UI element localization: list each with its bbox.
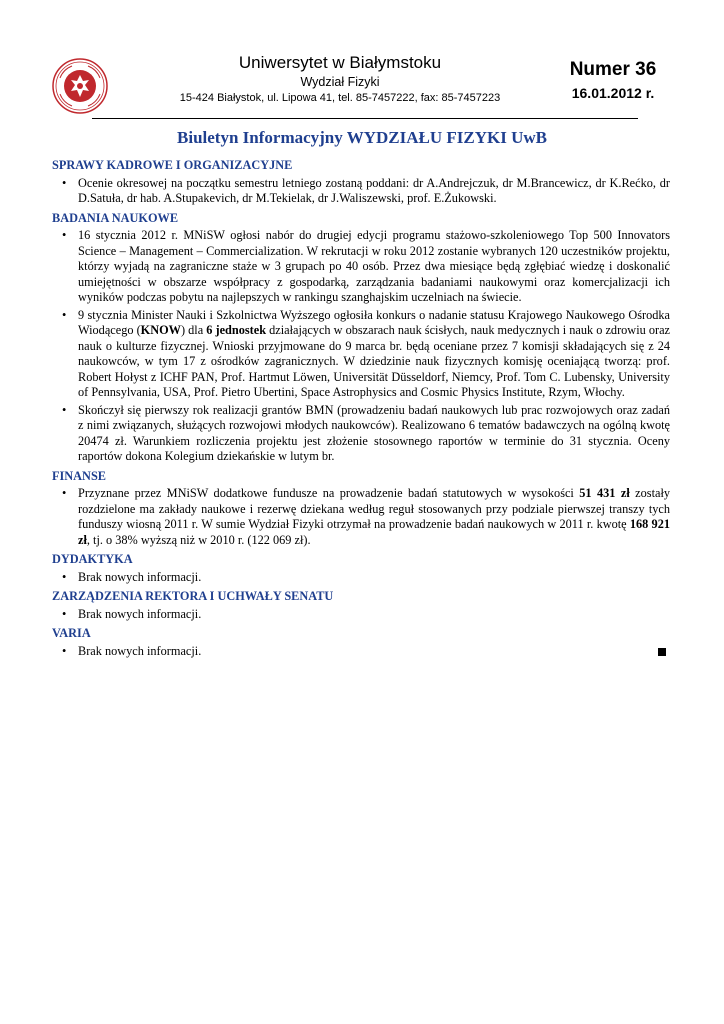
university-seal-icon: [52, 58, 108, 114]
section-list-varia: [52, 644, 670, 660]
bullet-icon: •: [62, 307, 67, 322]
end-of-document-icon: [658, 648, 666, 656]
units-count: 6 jednostek: [206, 323, 267, 337]
bullet-icon: •: [62, 486, 67, 500]
total-amount: 168 921 zł: [78, 517, 670, 547]
issue-number: Numer 36: [569, 59, 657, 80]
university-name: Uniwersytet w Białymstoku: [238, 53, 442, 72]
header-divider: [92, 118, 638, 119]
list-item: • Ocenie okresowej na początku semestru letniego zostaną poddani: dr A.Andrejczuk, dr M.Brancewicz, dr K.Rećko, dr D.Satuła, dr hab. A.Stupakevich, dr M.Tekielak, dr J.Waliszewski, prof. E.Żukowski.: [62, 175, 670, 205]
faculty-name: Wydział Fizyki: [300, 75, 380, 89]
list-item: • Brak nowych informacji.: [52, 644, 670, 660]
bulletin-content: [52, 158, 670, 663]
section-list-staff: [52, 176, 670, 207]
bullet-icon: •: [62, 569, 67, 584]
list-item: • Brak nowych informacji.: [62, 569, 202, 584]
section-title-staff: SPRAWY KADROWE I ORGANIZACYJNE: [52, 158, 293, 172]
bullet-icon: •: [62, 175, 67, 190]
funding-amount: 51 431 zł: [579, 486, 630, 500]
list-item: • Skończył się pierwszy rok realizacji grantów BMN (prowadzeniu badań naukowych lub prac rozwojowych oraz zadań z nimi związanych, służących rozwojowi młodych naukowców). Realizowano 6 tematów badawczych na ogólną kwotę 20474 zł. Warunkiem rozliczenia projektu jest złożenie stosownego raportów w terminie do 31 stycznia. Oceny raportów dokona Kolegium dziekańskie w lutym br.: [62, 402, 670, 463]
section-title-regulations: ZARZĄDZENIA REKTORA I UCHWAŁY SENATU: [52, 589, 334, 603]
bullet-icon: •: [62, 643, 67, 658]
list-item: • Przyznane przez MNiSW dodatkowe fundusze na prowadzenie badań statutowych w wysokości 51 431 zł zostały rozdzielone ma zakłady naukowe i rezerwę dziekana według reguł stosowanych przy podziale pierwszej transzy tych funduszy wiosną 2011 r. W sumie Wydział Fizyki otrzymał na prowadzenie badań naukowych w 2011 r. kwotę 168 921 zł, tj. o 38% wyższą niż w 2010 r. (122 069 zł).: [62, 486, 671, 547]
section-title-research: BADANIA NAUKOWE: [52, 210, 179, 225]
issue-info: [558, 58, 668, 104]
section-title-finance: FINANSE: [52, 468, 106, 483]
section-list-teaching: [52, 570, 670, 586]
bullet-icon: •: [62, 606, 67, 621]
header: [130, 52, 550, 106]
section-list-finance: [52, 486, 670, 548]
bullet-icon: •: [62, 402, 67, 417]
know-acronym: KNOW: [140, 323, 181, 337]
bulletin-title: Biuletyn Informacyjny WYDZIAŁU FIZYKI UwB: [177, 128, 547, 147]
issue-date: 16.01.2012 r.: [571, 85, 655, 101]
faculty-address: 15-424 Białystok, ul. Lipowa 41, tel. 85-7457222, fax: 85-7457223: [179, 92, 501, 104]
section-list-research: [52, 228, 670, 465]
section-title-teaching: DYDAKTYKA: [52, 552, 133, 566]
list-item: • 16 stycznia 2012 r. MNiSW ogłosi nabór do drugiej edycji programu stażowo-szkoleniowego Top 500 Innovators Science – Management – Commercialization. W rekrutacji w roku 2012 zostanie wybranych 120 uczestników projektu, którzy wyjadą na zagraniczne staże w 3 grupach po 40 osób. Przez dwa miesiące będą zgłębiać wiedzę i doskonalić umiejętności w obszarze współpracy z gospodarką, zarządzania badaniami naukowymi oraz komercjalizacji ich wyników podczas pobytu na najlepszych w rankingu szanghajskim uczelniach na świecie.: [62, 228, 670, 304]
section-title-varia: VARIA: [52, 626, 91, 640]
list-item: • 9 stycznia Minister Nauki i Szkolnictwa Wyższego ogłosiła konkurs o nadanie statusu Krajowego Naukowego Ośrodka Wiodącego (KNOW) dla 6 jednostek działających w obszarach nauk ścisłych, nauk medycznych i nauk o zdrowiu oraz nauk o kulturze fizycznej. Wnioski przyjmowane do 9 marca br. będą oceniane przez 7 komisji składających się z 24 naukowców, w tym 17 z ośrodków zagranicznych. W dziedzinie nauk fizycznych komisję oceniającą tworzą: prof. Robert Hołyst z ICHF PAN, Prof. Hartmut Löwen, Universität Düsseldorf, Niemcy, Prof. Tom C. Lubensky, University of Pennsylvania, USA, Prof. Pietro Ubertini, Space Astrophysics and Cosmic Physics Institute, Rzym, Włochy.: [62, 307, 670, 399]
section-list-regulations: [52, 607, 670, 623]
bullet-icon: •: [62, 228, 67, 242]
list-item: • Brak nowych informacji.: [62, 606, 202, 621]
